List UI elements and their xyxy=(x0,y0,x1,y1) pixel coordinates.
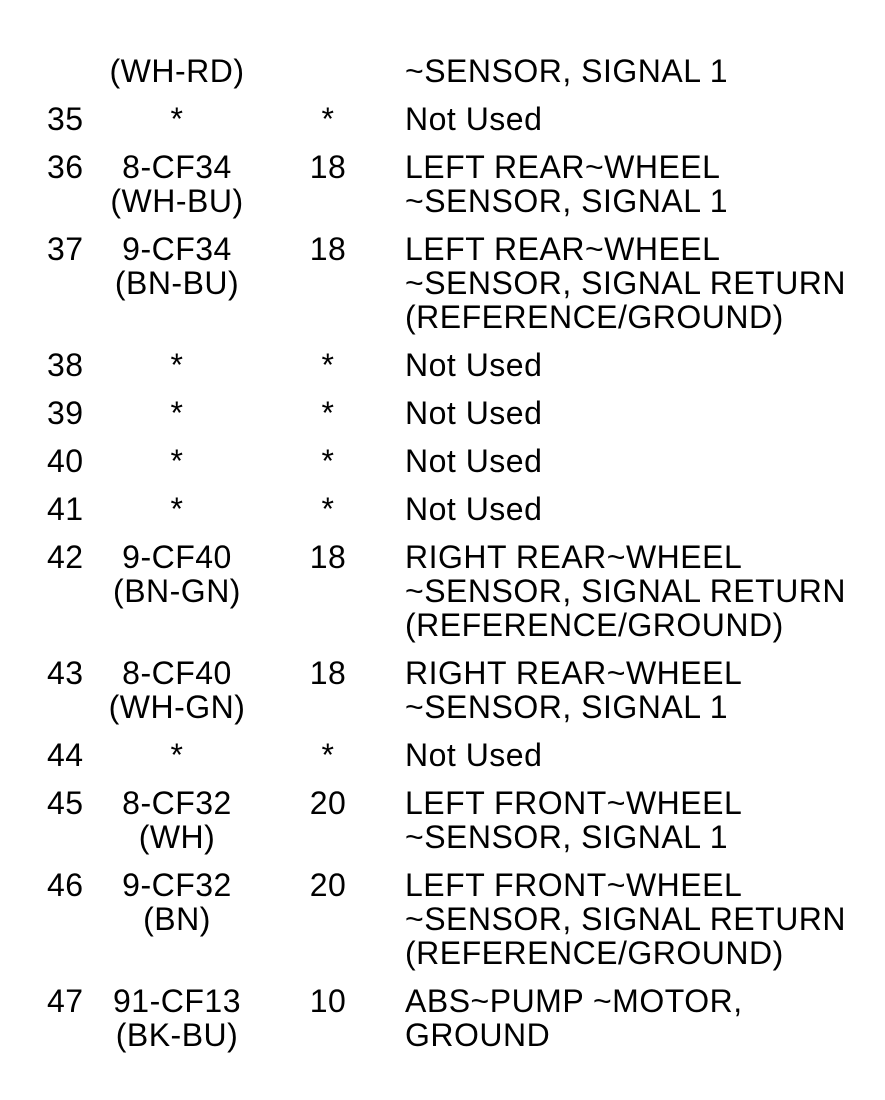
circuit-code-line: 9-CF32 xyxy=(122,867,232,903)
wire-gauge xyxy=(251,54,405,88)
circuit-code xyxy=(103,738,251,772)
wire-gauge xyxy=(251,102,405,136)
wire-gauge-line: 18 xyxy=(309,149,347,185)
circuit-code xyxy=(103,232,251,334)
connector-pin-table xyxy=(0,54,885,1066)
wire-gauge-line: * xyxy=(321,443,335,479)
pin-number xyxy=(47,984,103,1052)
pin-number xyxy=(47,232,103,334)
circuit-code xyxy=(103,444,251,478)
wire-gauge xyxy=(251,348,405,382)
table-row xyxy=(0,786,885,854)
circuit-description xyxy=(405,868,885,970)
pin-number xyxy=(47,444,103,478)
pin-number-line: 40 xyxy=(47,443,84,479)
circuit-description-line: ABS~PUMP ~MOTOR, xyxy=(405,983,743,1019)
wire-gauge xyxy=(251,656,405,724)
circuit-code-line: 8-CF34 xyxy=(122,149,232,185)
circuit-code-line: * xyxy=(170,347,184,383)
table-row xyxy=(0,656,885,724)
wire-gauge xyxy=(251,232,405,334)
table-row xyxy=(0,150,885,218)
circuit-description-line: ~SENSOR, SIGNAL 1 xyxy=(405,819,728,855)
circuit-description xyxy=(405,738,885,772)
table-row xyxy=(0,348,885,382)
pin-number xyxy=(47,868,103,970)
circuit-code-line: * xyxy=(170,395,184,431)
pin-number-line: 43 xyxy=(47,655,84,691)
circuit-description-line: Not Used xyxy=(405,737,543,773)
circuit-code-line: * xyxy=(170,443,184,479)
pin-number-line: 44 xyxy=(47,737,84,773)
circuit-code xyxy=(103,868,251,970)
circuit-description xyxy=(405,102,885,136)
pin-number-line: 36 xyxy=(47,149,84,185)
wire-gauge-line: 20 xyxy=(309,867,347,903)
circuit-code-line: 8-CF40 xyxy=(122,655,232,691)
pin-number-line: 38 xyxy=(47,347,84,383)
circuit-description-line: Not Used xyxy=(405,101,543,137)
wire-gauge xyxy=(251,540,405,642)
circuit-description-line: ~SENSOR, SIGNAL RETURN xyxy=(405,901,847,937)
table-row xyxy=(0,492,885,526)
pin-number-line: 46 xyxy=(47,867,84,903)
circuit-code-line: (WH-RD) xyxy=(109,53,245,89)
circuit-description-line: (REFERENCE/GROUND) xyxy=(405,607,784,643)
pin-number xyxy=(47,348,103,382)
circuit-description-line: Not Used xyxy=(405,443,543,479)
circuit-code xyxy=(103,150,251,218)
pin-number-line: 42 xyxy=(47,539,84,575)
pin-number-line: 47 xyxy=(47,983,84,1019)
pin-number xyxy=(47,738,103,772)
circuit-description xyxy=(405,396,885,430)
circuit-description xyxy=(405,444,885,478)
circuit-code-line: * xyxy=(170,737,184,773)
circuit-code-line: (BN-BU) xyxy=(114,265,240,301)
pin-number-line: 41 xyxy=(47,491,84,527)
wire-gauge xyxy=(251,984,405,1052)
circuit-description-line: LEFT REAR~WHEEL xyxy=(405,231,721,267)
circuit-description-line: Not Used xyxy=(405,347,543,383)
circuit-description-line: LEFT FRONT~WHEEL xyxy=(405,785,743,821)
circuit-description-line: RIGHT REAR~WHEEL xyxy=(405,655,743,691)
circuit-code xyxy=(103,984,251,1052)
pin-number xyxy=(47,540,103,642)
wire-gauge-line: 18 xyxy=(309,539,347,575)
wire-gauge xyxy=(251,150,405,218)
table-row xyxy=(0,102,885,136)
wire-gauge xyxy=(251,396,405,430)
circuit-description xyxy=(405,150,885,218)
circuit-code xyxy=(103,656,251,724)
circuit-description xyxy=(405,348,885,382)
wire-gauge xyxy=(251,444,405,478)
circuit-code xyxy=(103,540,251,642)
table-row xyxy=(0,54,885,88)
circuit-description-line: Not Used xyxy=(405,395,543,431)
pin-number xyxy=(47,492,103,526)
circuit-description-line: RIGHT REAR~WHEEL xyxy=(405,539,743,575)
circuit-code-line: (BK-BU) xyxy=(115,1017,239,1053)
table-row xyxy=(0,738,885,772)
circuit-code-line: 8-CF32 xyxy=(122,785,232,821)
circuit-description xyxy=(405,656,885,724)
circuit-description-line: ~SENSOR, SIGNAL RETURN xyxy=(405,265,847,301)
pin-number xyxy=(47,656,103,724)
circuit-code-line: (WH-BU) xyxy=(110,183,244,219)
wire-gauge-line: * xyxy=(321,737,335,773)
circuit-description-line: ~SENSOR, SIGNAL RETURN xyxy=(405,573,847,609)
wire-gauge-line: 20 xyxy=(309,785,347,821)
wire-gauge-line: * xyxy=(321,491,335,527)
wire-gauge-line: * xyxy=(321,101,335,137)
circuit-description-line: (REFERENCE/GROUND) xyxy=(405,935,784,971)
circuit-description-line: ~SENSOR, SIGNAL 1 xyxy=(405,183,728,219)
circuit-description xyxy=(405,984,885,1052)
circuit-description-line: LEFT FRONT~WHEEL xyxy=(405,867,743,903)
table-row xyxy=(0,540,885,642)
table-row xyxy=(0,232,885,334)
circuit-description-line: Not Used xyxy=(405,491,543,527)
table-row xyxy=(0,984,885,1052)
wire-gauge xyxy=(251,786,405,854)
wire-gauge-line: * xyxy=(321,347,335,383)
pin-number-line: 39 xyxy=(47,395,84,431)
circuit-description-line: ~SENSOR, SIGNAL 1 xyxy=(405,689,728,725)
circuit-code xyxy=(103,54,251,88)
wire-gauge-line: * xyxy=(321,395,335,431)
table-row xyxy=(0,396,885,430)
circuit-description xyxy=(405,540,885,642)
wire-gauge xyxy=(251,492,405,526)
circuit-code-line: (BN) xyxy=(143,901,211,937)
pin-number xyxy=(47,102,103,136)
circuit-code-line: * xyxy=(170,491,184,527)
circuit-code-line: (WH) xyxy=(138,819,216,855)
circuit-code-line: 91-CF13 xyxy=(113,983,241,1019)
circuit-code-line: (WH-GN) xyxy=(108,689,246,725)
circuit-description-line: GROUND xyxy=(405,1017,551,1053)
pin-number-line: 37 xyxy=(47,231,84,267)
wire-gauge xyxy=(251,868,405,970)
circuit-description xyxy=(405,232,885,334)
circuit-code xyxy=(103,492,251,526)
circuit-code-line: 9-CF34 xyxy=(122,231,232,267)
wire-gauge-line: 18 xyxy=(309,655,347,691)
circuit-code-line: (BN-GN) xyxy=(113,573,241,609)
circuit-description xyxy=(405,786,885,854)
circuit-code xyxy=(103,348,251,382)
pin-number xyxy=(47,396,103,430)
wire-gauge-line: 10 xyxy=(309,983,347,1019)
circuit-code xyxy=(103,102,251,136)
wire-gauge xyxy=(251,738,405,772)
pin-number-line: 45 xyxy=(47,785,84,821)
circuit-code-line: * xyxy=(170,101,184,137)
wire-gauge-line: 18 xyxy=(309,231,347,267)
circuit-code xyxy=(103,786,251,854)
circuit-description-line: (REFERENCE/GROUND) xyxy=(405,299,784,335)
circuit-code-line: 9-CF40 xyxy=(122,539,232,575)
pin-number xyxy=(47,150,103,218)
pin-number xyxy=(47,54,103,88)
circuit-description-line: ~SENSOR, SIGNAL 1 xyxy=(405,53,728,89)
circuit-description xyxy=(405,492,885,526)
table-row xyxy=(0,868,885,970)
circuit-description-line: LEFT REAR~WHEEL xyxy=(405,149,721,185)
table-row xyxy=(0,444,885,478)
pin-number-line: 35 xyxy=(47,101,84,137)
circuit-description xyxy=(405,54,885,88)
circuit-code xyxy=(103,396,251,430)
pin-number xyxy=(47,786,103,854)
